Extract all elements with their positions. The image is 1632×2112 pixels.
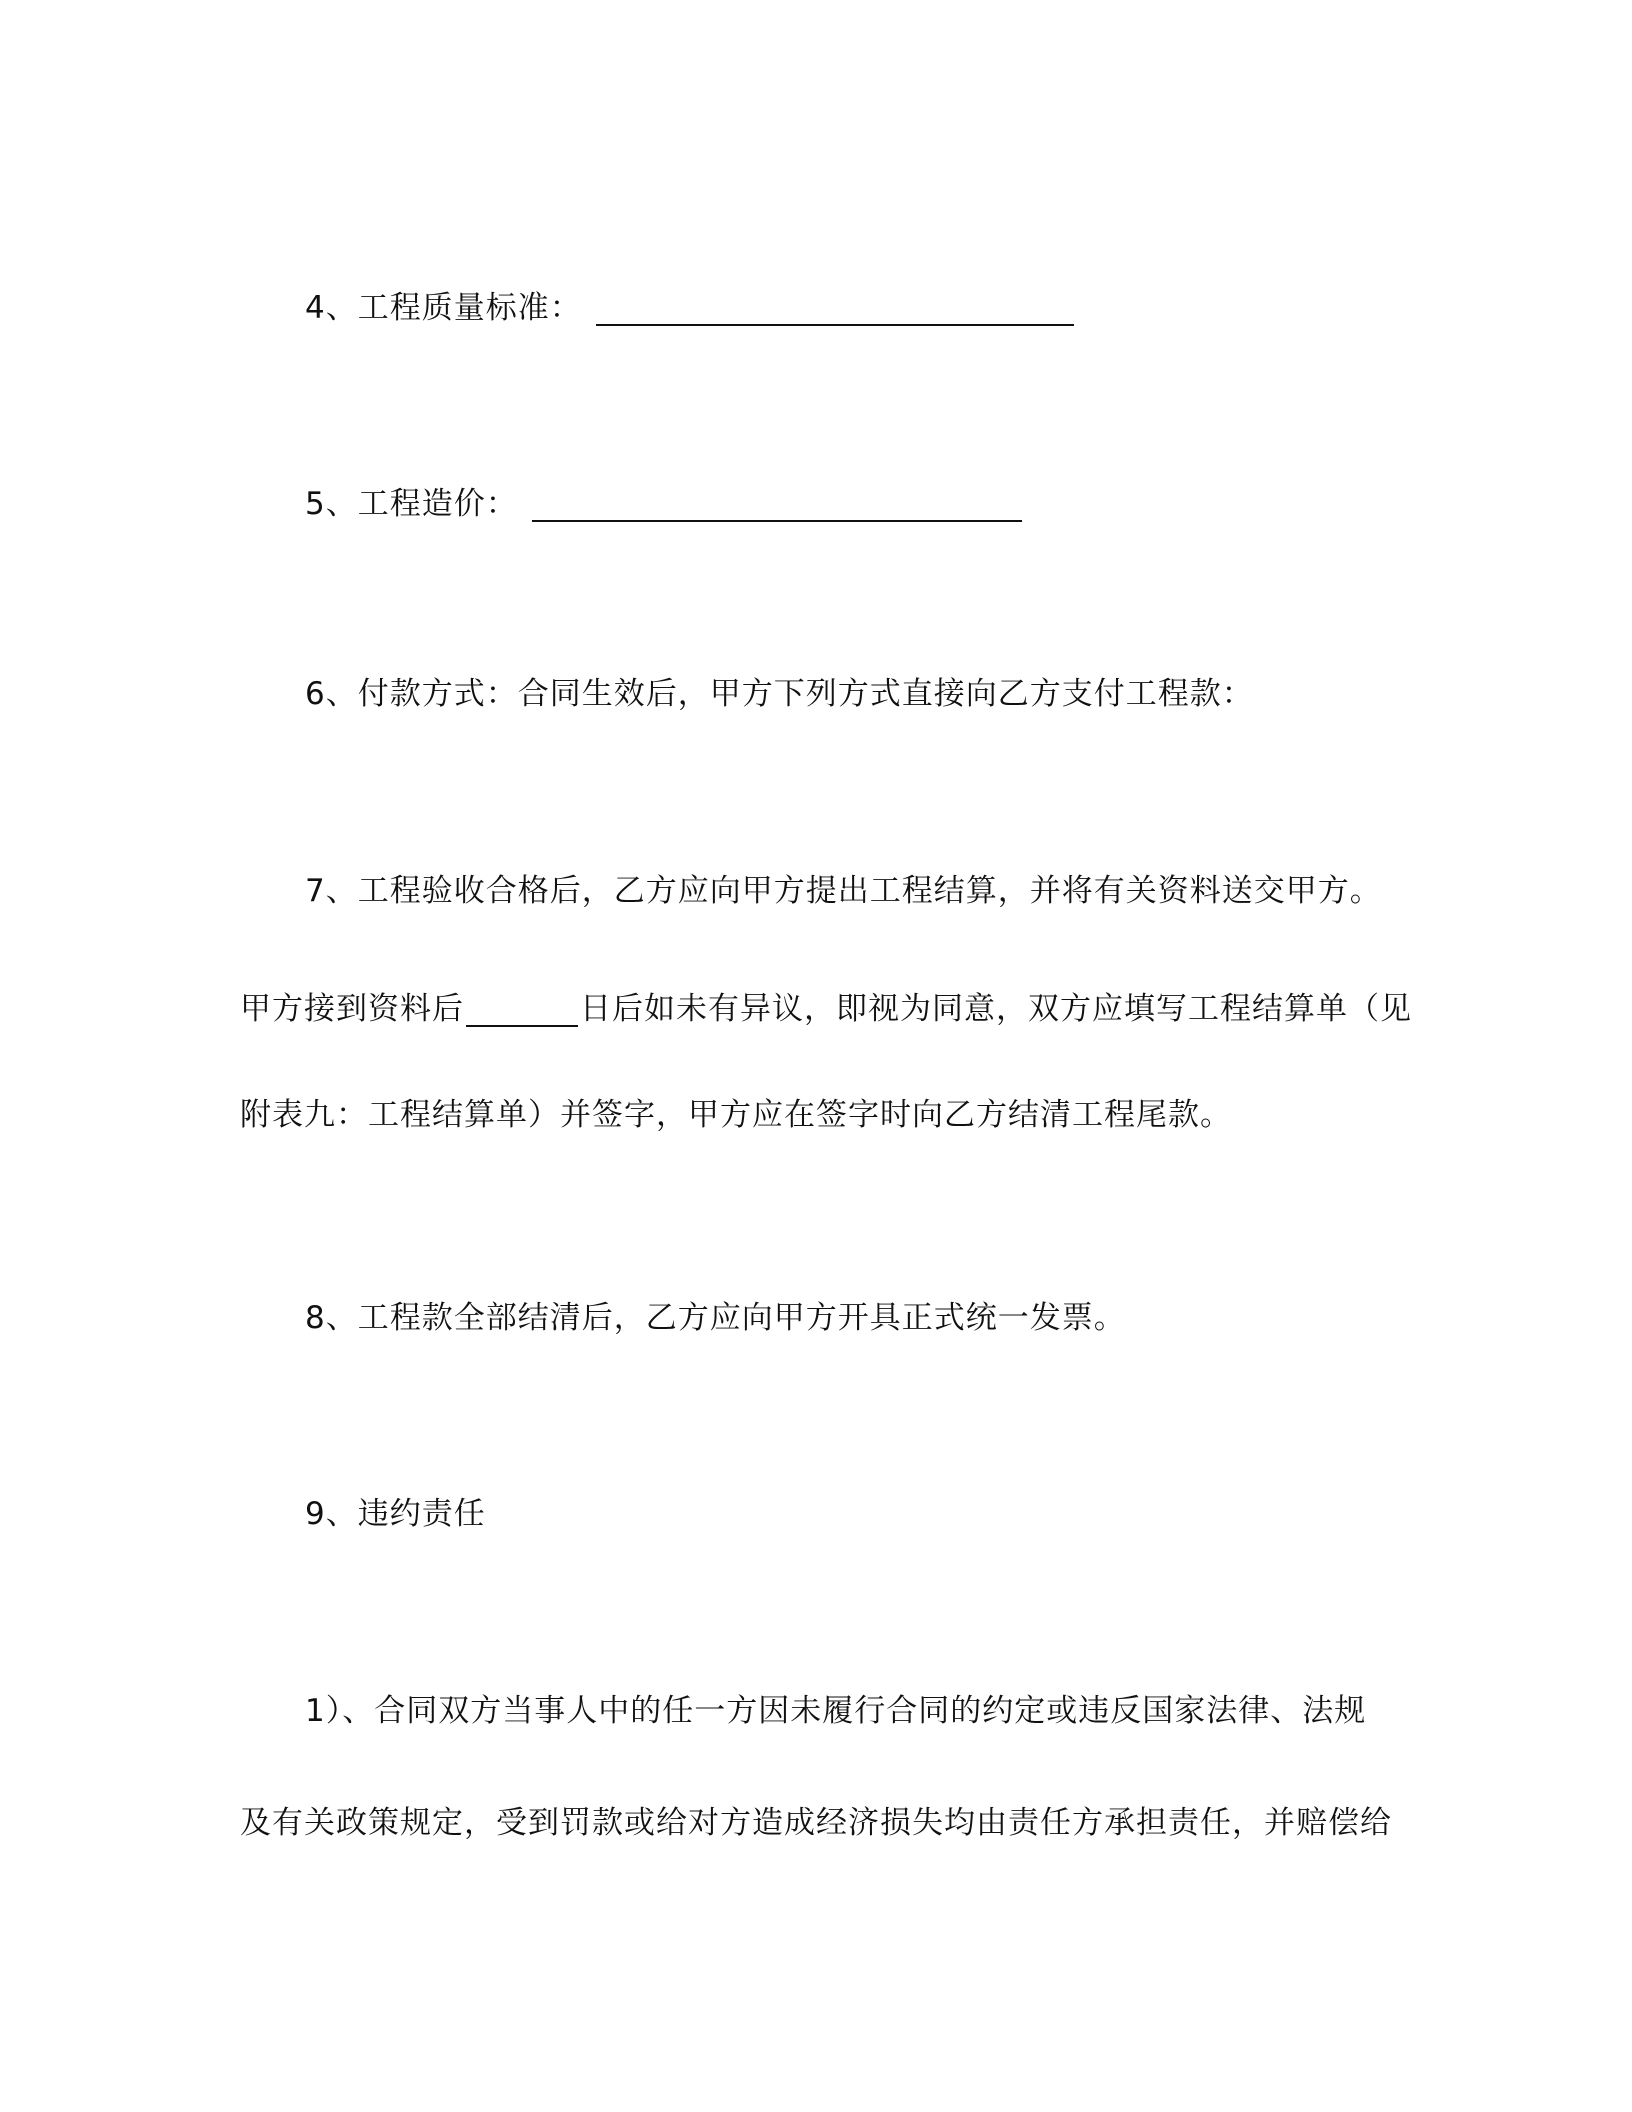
clause-9-1-line-2: 及有关政策规定，受到罚款或给对方造成经济损失均由责任方承担责任，并赔偿给: [240, 1805, 1392, 1841]
clause-5: [305, 476, 1022, 524]
clause-9-1-line-1: 1）、合同双方当事人中的任一方因未履行合同的约定或违反国家法律、法规: [305, 1693, 1367, 1729]
clause-9-heading: 9、违约责任: [305, 1496, 486, 1532]
clause-7-line-3: 附表九：工程结算单）并签字，甲方应在签字时向乙方结清工程尾款。: [240, 1097, 1232, 1133]
days-blank[interactable]: [466, 989, 578, 1027]
clause-7-line-1: 7、工程验收合格后，乙方应向甲方提出工程结算，并将有关资料送交甲方。: [305, 873, 1382, 909]
clause-7-line-2: [240, 981, 1412, 1029]
clause-7-line-2-before: 甲方接到资料后: [240, 991, 464, 1027]
clause-5-label: 5、工程造价：: [305, 486, 518, 522]
clause-4-label: 4、工程质量标准：: [305, 290, 582, 326]
clause-6: 6、付款方式：合同生效后，甲方下列方式直接向乙方支付工程款：: [305, 676, 1254, 712]
clause-7-line-2-after: 日后如未有异议，即视为同意，双方应填写工程结算单（见: [580, 991, 1412, 1027]
clause-8: 8、工程款全部结清后，乙方应向甲方开具正式统一发票。: [305, 1300, 1126, 1336]
quality-standard-blank[interactable]: [596, 288, 1074, 326]
project-cost-blank[interactable]: [532, 484, 1022, 522]
clause-4: [305, 280, 1074, 328]
